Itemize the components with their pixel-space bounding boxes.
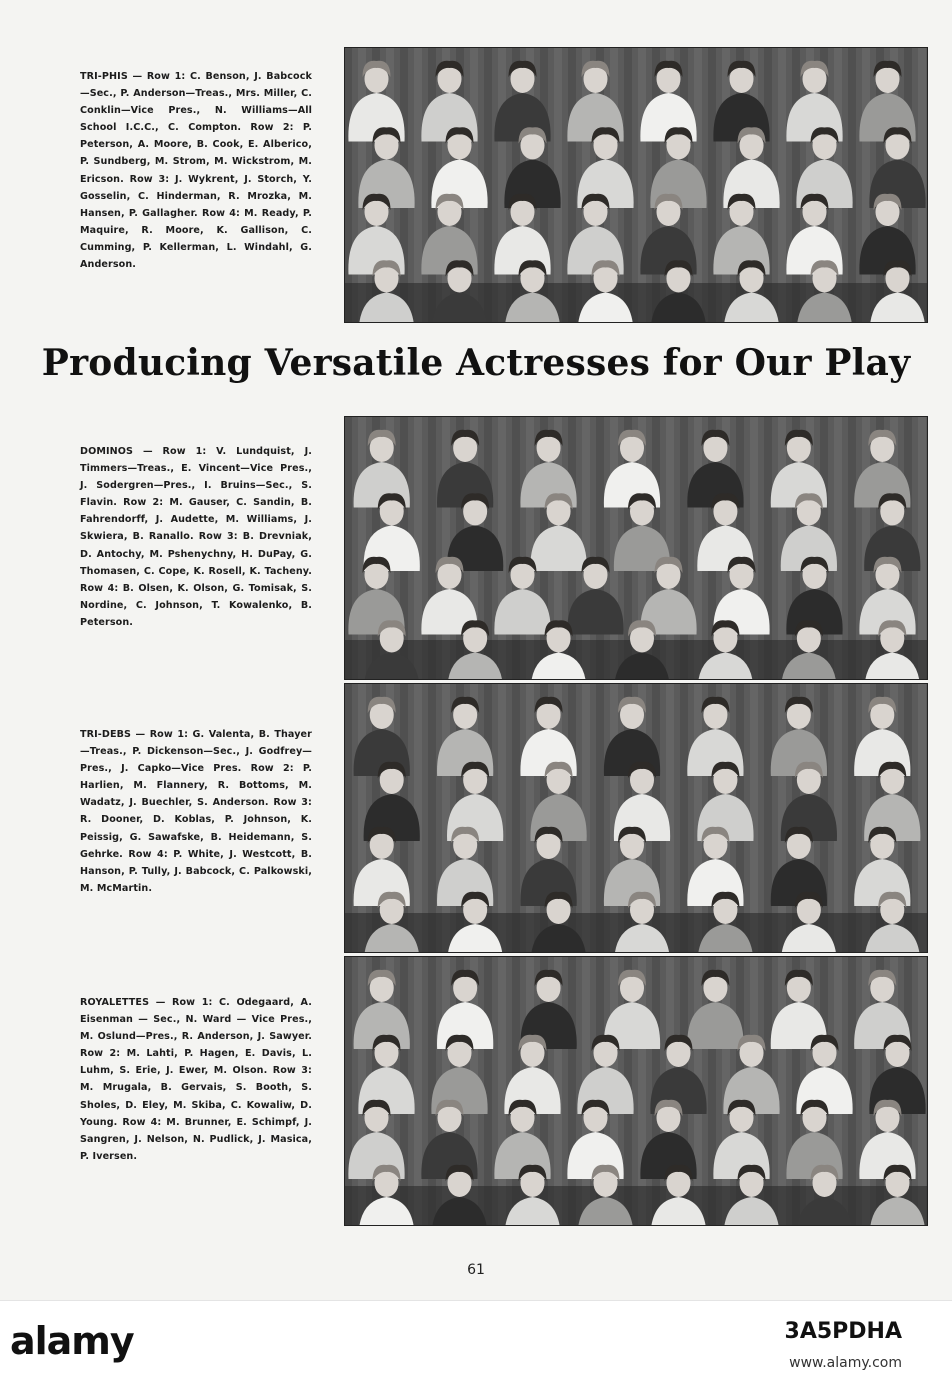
royalettes-club-name: ROYALETTES <box>80 997 150 1008</box>
tri-phis-group-photo <box>344 47 928 323</box>
page-headline: Producing Versatile Actresses for Our Play <box>41 342 911 384</box>
brand-wordmark: alamy <box>10 1319 134 1363</box>
watermark-footer <box>0 1300 952 1391</box>
tri-debs-caption <box>80 726 312 897</box>
source-url: www.alamy.com <box>789 1355 902 1371</box>
tri-debs-group-photo <box>344 683 928 953</box>
tri-phis-caption <box>80 68 312 273</box>
tri-debs-member-list: — Row 1: G. Valenta, B. Thayer—Treas., P. Dickenson—Sec., J. Godfrey—Pres., J. Capko—Vice Pres. Row 2: P. Harlien, M. Flannery, R. Bottoms, M. Wadatz, J. Buechler, S. Anderson. Row 3: R. Dooner, D. Koblas, P. Johnson, K. Peissig, G. Sawafske, B. Heidemann, S. Gehrke. Row 4: P. White, J. Westcott, B. Hanson, P. Tully, J. Babcock, C. Palkowski, M. McMartin. <box>80 729 312 894</box>
dominos-group-photo <box>344 416 928 680</box>
royalettes-member-list: — Row 1: C. Odegaard, A. Eisenman — Sec., N. Ward — Vice Pres., M. Oslund—Pres., R. Anderson, J. Sawyer. Row 2: M. Lahti, P. Hagen, E. Davis, L. Luhm, S. Erie, J. Ewer, M. Olson. Row 3: M. Mrugala, B. Gervais, S. Booth, S. Sholes, D. Eley, M. Skiba, C. Kowaliw, D. Young. Row 4: M. Brunner, E. Schimpf, J. Sangren, J. Nelson, N. Pudlick, J. Masica, P. Iversen. <box>80 997 312 1162</box>
dominos-club-name: DOMINOS <box>80 446 134 457</box>
page-number: 61 <box>467 1262 485 1278</box>
royalettes-group-photo <box>344 956 928 1226</box>
tri-phis-club-name: TRI-PHIS <box>80 71 128 82</box>
image-id: 3A5PDHA <box>784 1319 902 1344</box>
dominos-caption <box>80 443 312 631</box>
dominos-member-list: — Row 1: V. Lundquist, J. Timmers—Treas., E. Vincent—Vice Pres., J. Sodergren—Pres., I. Bruins—Sec., S. Flavin. Row 2: M. Gauser, C. Sandin, B. Fahrendorff, J. Audette, M. Williams, J. Skwiera, B. Ranallo. Row 3: B. Drevniak, D. Antochy, M. Pshenychny, H. DuPay, G. Thomasen, C. Cope, K. Rosell, K. Tacheny. Row 4: B. Olsen, K. Olson, G. Tomisak, S. Nordine, C. Johnson, T. Kowalenko, B. Peterson. <box>80 446 312 628</box>
royalettes-caption <box>80 994 312 1165</box>
tri-debs-club-name: TRI-DEBS <box>80 729 132 740</box>
tri-phis-member-list: — Row 1: C. Benson, J. Babcock—Sec., P. Anderson—Treas., Mrs. Miller, C. Conklin—Vice Pres., N. Williams—All School I.C.C., C. Compton. Row 2: P. Peterson, A. Moore, B. Cook, E. Alberico, P. Sundberg, M. Strom, M. Wickstrom, M. Ericson. Row 3: J. Wykrent, J. Storch, Y. Gosselin, C. Hinderman, R. Mrozka, M. Hansen, P. Gallagher. Row 4: M. Ready, P. Maquire, R. Moore, K. Gallison, C. Cumming, P. Kellerman, L. Windahl, G. Anderson. <box>80 71 312 271</box>
